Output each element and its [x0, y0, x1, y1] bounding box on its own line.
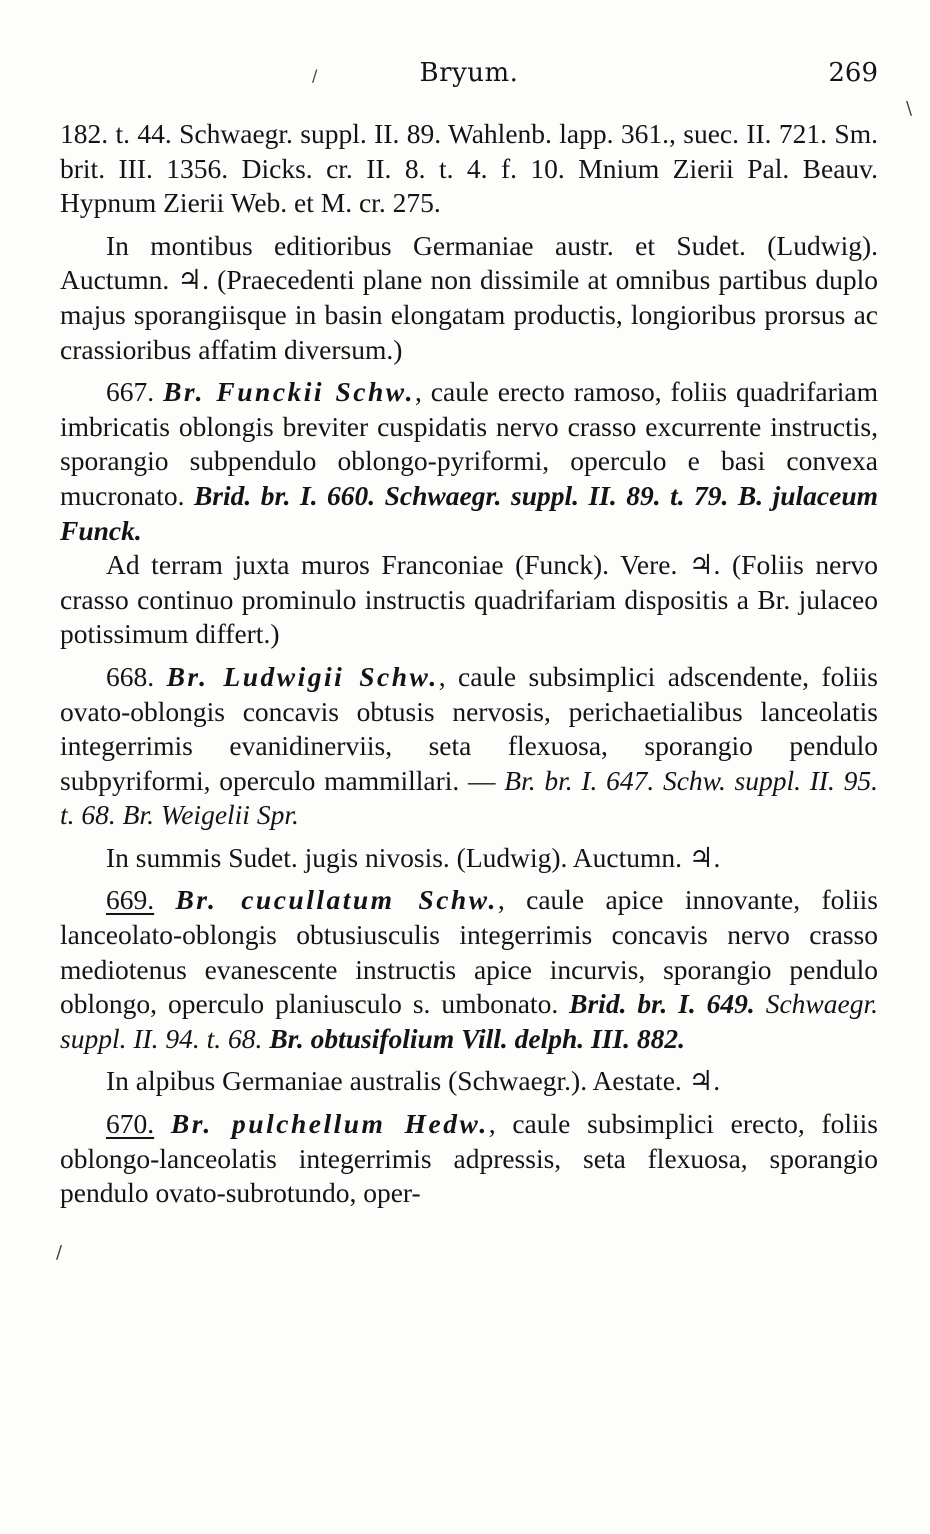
reference-paragraph-182: 182. t. 44. Schwaegr. suppl. II. 89. Wahlenb. lapp. 361., suec. II. 721. Sm. brit. III. 1356. Dicks. cr. II. 8. t. 4. f. 10. Mnium Zierii Pal. Beauv. Hypnum Zierii Web. et M. cr. 275.	[60, 118, 878, 219]
species-synonym: Br. obtusifolium Vill. delph. III. 882.	[269, 1022, 685, 1054]
species-entry-668	[60, 660, 878, 833]
page-header	[60, 50, 878, 92]
species-diagnosis: , caule subsimplici adscendente, foliis ovato-oblongis concavis obtusis nervosis, perichaetialibus lanceolatis integerrimis evanidinerviis, seta flexuosa, sporangio pendulo subpyriformi, operculo mammillari. —	[60, 660, 879, 796]
species-entry-669	[60, 883, 878, 1056]
species-number: 669.	[106, 884, 155, 916]
species-name: Br. pulchellum Hedw.	[170, 1108, 489, 1140]
species-diagnosis: , caule erecto ramoso, foliis quadrifariam imbricatis oblongis breviter cuspidatis nervo crasso excurrente instructis, sporangio subpendulo oblongo-pyriformi, operculo e basi convexa mucronato.	[60, 376, 879, 511]
literature-reference: Br. br. I. 647.	[504, 764, 655, 796]
page-body	[60, 117, 878, 1211]
ink-speck: /	[56, 1242, 63, 1263]
species-number: 668.	[106, 660, 155, 692]
species-entry-667	[60, 375, 878, 548]
species-name: Br. cucullatum Schw.	[175, 884, 498, 916]
species-number: 670.	[106, 1108, 155, 1140]
species-entry-670	[60, 1107, 878, 1211]
species-synonym: Br. Weigelii Spr.	[122, 799, 299, 831]
literature-reference: Brid. br. I. 649.	[569, 988, 755, 1020]
ink-speck: \	[906, 98, 913, 119]
species-name: Br. Ludwigii Schw.	[166, 660, 439, 692]
species-synonym: B. julaceum Funck.	[60, 479, 879, 546]
habitat-paragraph: In montibus editioribus Germaniae austr. et Sudet. (Ludwig). Auctumn. ♃. (Praecedenti plane non dissimile at omnibus partibus duplo majus sporangiisque in basin elongatam productis, longioribus prorsus ac crassioribus affatim diversum.)	[60, 229, 878, 365]
ink-speck: /	[312, 66, 318, 85]
species-diagnosis: , caule subsimplici erecto, foliis oblongo-lanceolatis integerrimis adpressis, seta flexuosa, sporangio pendulo ovato-subrotundo, oper-	[60, 1108, 879, 1209]
page-number: 269	[828, 58, 878, 88]
habitat-paragraph: Ad terram juxta muros Franconiae (Funck). Vere. ♃. (Foliis nervo crasso continuo prominulo instructis quadrifariam dispositis a Br. julaceo potissimum differt.)	[60, 549, 878, 650]
habitat-paragraph: In summis Sudet. jugis nivosis. (Ludwig). Auctumn. ♃.	[106, 841, 721, 873]
species-number: 667.	[106, 376, 155, 408]
literature-reference: Schwaegr. suppl. II. 94. t. 68.	[60, 988, 879, 1054]
species-diagnosis: , caule apice innovante, foliis lanceolato-oblongis obtusiusculis integerrimis concavis nervo crasso mediotenus evanescente instructis apice incurvis, sporangio pendulo oblongo, operculo planiusculo s. umbonato.	[60, 884, 879, 1020]
literature-reference: Brid. br. I. 660.	[193, 479, 376, 511]
literature-reference: Schw. suppl. II. 95. t. 68.	[60, 764, 879, 831]
literature-reference: Schwaegr. suppl. II. 89. t. 79.	[384, 479, 729, 511]
running-title: Bryum.	[419, 58, 519, 88]
species-name: Br. Funckii Schw.	[163, 376, 415, 408]
habitat-paragraph: In alpibus Germaniae australis (Schwaegr.). Aestate. ♃.	[106, 1065, 721, 1097]
